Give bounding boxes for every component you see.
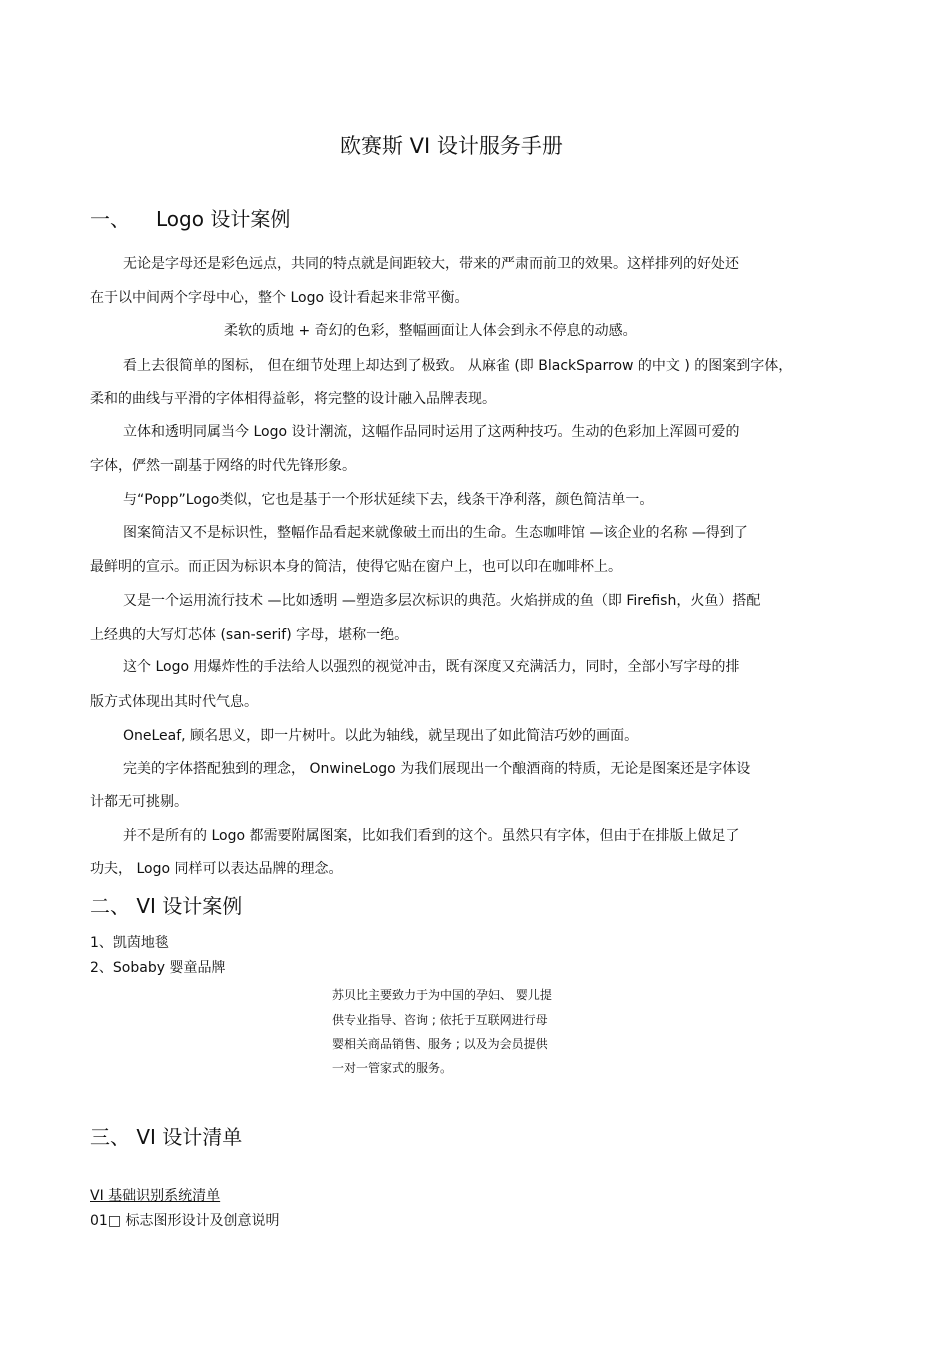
brand-description-line: 供专业指导、咨询 ; 依托于互联网进行母: [332, 1013, 548, 1027]
paragraph-line: 看上去很简单的图标， 但在细节处理上却达到了极致。 从麻雀 (即 BlackSparrow 的中文 ) 的图案到字体，: [123, 358, 793, 374]
paragraph-line: 上经典的大写灯芯体 (san-serif) 字母，堪称一绝。: [90, 627, 409, 643]
section1-number: 一、: [90, 207, 130, 231]
case-item: 1、凯茵地毯: [90, 935, 169, 951]
paragraph-line: 柔软的质地 + 奇幻的色彩，整幅画面让人体会到永不停息的动感。: [224, 323, 637, 339]
brand-description-line: 苏贝比主要致力于为中国的孕妇、 婴儿提: [332, 988, 552, 1002]
paragraph-line: 又是一个运用流行技术 —比如透明 —塑造多层次标识的典范。火焰拼成的鱼（即 Firefish，火鱼）搭配: [123, 593, 761, 609]
paragraph-line: 柔和的曲线与平滑的字体相得益彰，将完整的设计融入品牌表现。: [90, 391, 496, 407]
paragraph-line: 这个 Logo 用爆炸性的手法给人以强烈的视觉冲击，既有深度又充满活力，同时，全部小写字母的排: [123, 659, 740, 675]
checklist-item: 01□ 标志图形设计及创意说明: [90, 1213, 280, 1229]
section3-heading: 三、 VI 设计清单: [90, 1125, 243, 1149]
vi-basic-system-heading: VI 基础识别系统清单: [90, 1188, 221, 1204]
paragraph-line: 立体和透明同属当今 Logo 设计潮流，这幅作品同时运用了这两种技巧。生动的色彩加上浑圆可爱的: [123, 424, 740, 440]
section1-heading: Logo 设计案例: [156, 207, 291, 231]
brand-description-line: 一对一管家式的服务。: [332, 1061, 453, 1075]
paragraph-line: 与“Popp”Logo类似，它也是基于一个形状延续下去，线条干净利落，颜色简洁单一。: [123, 492, 654, 508]
paragraph-line: 图案简洁又不是标识性，整幅作品看起来就像破土而出的生命。生态咖啡馆 —该企业的名称 —得到了: [123, 525, 748, 541]
brand-description-line: 婴相关商品销售、服务 ; 以及为会员提供: [332, 1037, 548, 1051]
paragraph-line: OneLeaf, 顾名思义，即一片树叶。以此为轴线，就呈现出了如此简洁巧妙的画面。: [123, 728, 639, 744]
paragraph-line: 并不是所有的 Logo 都需要附属图案，比如我们看到的这个。虽然只有字体，但由于在排版上做足了: [123, 828, 740, 844]
paragraph-line: 在于以中间两个字母中心，整个 Logo 设计看起来非常平衡。: [90, 290, 469, 306]
case-item: 2、Sobaby 婴童品牌: [90, 960, 226, 976]
paragraph-line: 功夫， Logo 同样可以表达品牌的理念。: [90, 861, 343, 877]
paragraph-line: 无论是字母还是彩色远点，共同的特点就是间距较大，带来的严肃而前卫的效果。这样排列的好处还: [123, 256, 739, 272]
paragraph-line: 字体，俨然一副基于网络的时代先锋形象。: [90, 458, 356, 474]
document-title: 欧赛斯 VI 设计服务手册: [340, 134, 563, 158]
section2-heading: 二、 VI 设计案例: [90, 894, 243, 918]
paragraph-line: 完美的字体搭配独到的理念， OnwineLogo 为我们展现出一个酿酒商的特质，无论是图案还是字体设: [123, 761, 751, 777]
paragraph-line: 最鲜明的宣示。而正因为标识本身的简洁，使得它贴在窗户上，也可以印在咖啡杯上。: [90, 559, 622, 575]
paragraph-line: 版方式体现出其时代气息。: [90, 694, 258, 710]
paragraph-line: 计都无可挑剔。: [90, 794, 188, 810]
